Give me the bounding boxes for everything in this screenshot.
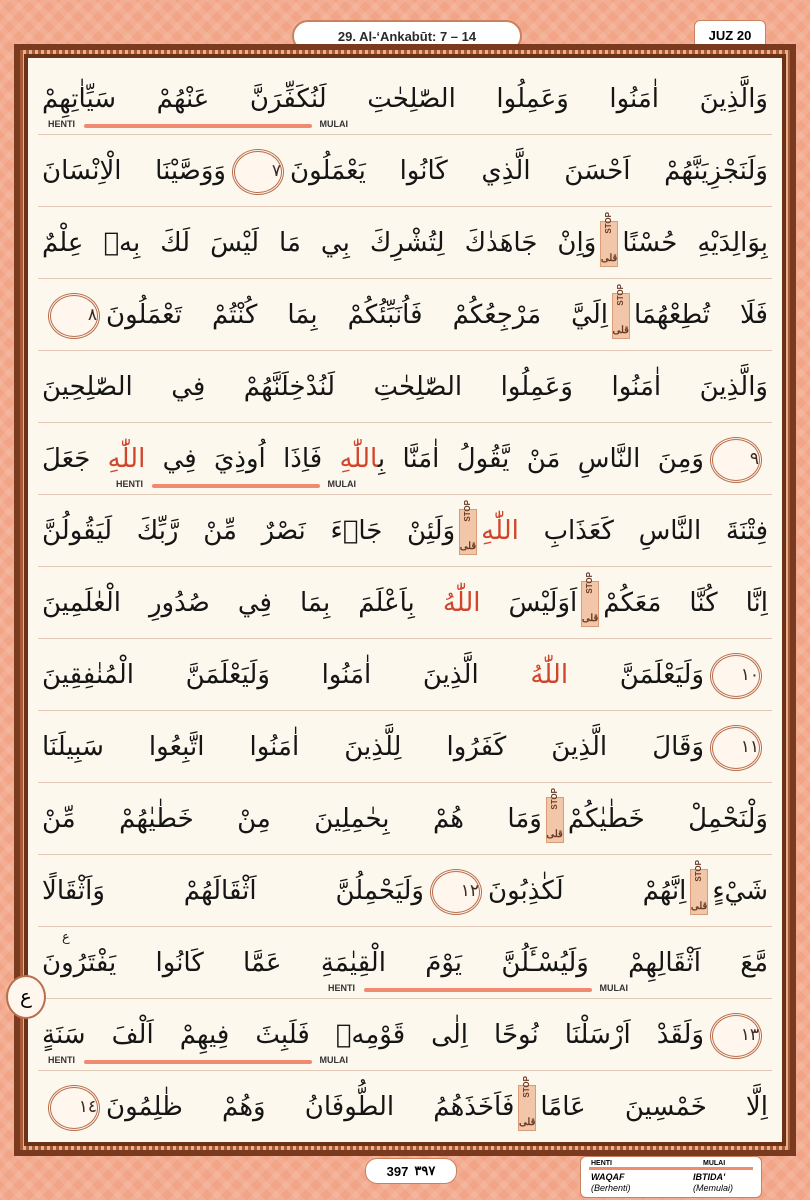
verse-text: وَاِنْ جَاهَدٰكَ لِتُشْرِكَ بِي مَا لَيْسَ لَكَ بِهٖ عِلْمٌ xyxy=(42,228,597,258)
stop-mark-label: STOP xyxy=(694,859,704,882)
stop-mark-symbol: قلى xyxy=(690,900,708,912)
legend-mulai: MULAI xyxy=(703,1160,726,1167)
stop-mark xyxy=(600,211,618,267)
verse-line xyxy=(42,208,768,278)
ayah-number-marker: ١٢ xyxy=(430,869,482,915)
verse-text: وَلَقَدْ اَرْسَلْنَا نُوحًا اِلٰى قَوْمِهٖ فَلَبِثَ فِيهِمْ اَلْفَ سَنَةٍ xyxy=(42,1020,704,1050)
line-separator xyxy=(38,494,772,495)
surah-title: 29. Al-‘Ankabūt: 7 – 14 xyxy=(292,20,522,52)
verse-text: بِوَالِدَيْهِ حُسْنًا xyxy=(622,228,768,258)
divine-name-text: اللّٰهِ xyxy=(339,444,378,474)
verse-text: وَلَيَحْمِلُنَّ اَثْقَالَهُمْ وَاَثْقَالًا xyxy=(42,876,424,906)
verse-line xyxy=(42,1072,768,1142)
stop-mark xyxy=(546,787,564,843)
verse-text: فَاِذَا اُوذِيَ فِي xyxy=(145,444,340,474)
divine-name-text: اللّٰهِ xyxy=(107,444,146,474)
verse-text: وَالَّذِينَ اٰمَنُوا وَعَمِلُوا الصّٰلِحٰتِ لَنُكَفِّرَنَّ عَنْهُمْ سَيِّاٰتِهِمْ xyxy=(42,84,768,114)
verse-text: وَمِنَ النَّاسِ مَنْ يَّقُولُ اٰمَنَّا بِ xyxy=(377,444,704,474)
line-separator xyxy=(38,206,772,207)
mulai-label: MULAI xyxy=(319,1055,348,1065)
verse-text: فَلَا تُطِعْهُمَا xyxy=(633,300,768,330)
verse-text: اِنَّهُمْ لَكٰذِبُونَ xyxy=(487,876,687,906)
henti-mulai-marker xyxy=(328,984,628,998)
mulai-label: MULAI xyxy=(599,983,628,993)
page-number xyxy=(365,1158,457,1184)
verse-text: جَعَلَ xyxy=(42,444,108,474)
verse-line xyxy=(42,280,768,350)
ruku-end-marker: ع xyxy=(62,930,70,945)
stop-mark-symbol: قلى xyxy=(612,324,629,336)
divine-name-text: اللّٰهِ xyxy=(481,516,519,546)
ayah-number-marker: ١٤ xyxy=(48,1085,100,1131)
verse-text: وَوَصَّيْنَا الْاِنْسَانَ xyxy=(42,156,226,186)
ayah-number-marker: ١٠ xyxy=(710,653,762,699)
verse-text: شَيْءٍ xyxy=(712,876,768,906)
stop-mark-label: STOP xyxy=(604,211,614,234)
verse-text: وَمَا هُمْ بِحٰمِلِينَ مِنْ خَطٰيٰهُمْ مِّنْ xyxy=(42,804,542,834)
verse-line xyxy=(42,784,768,854)
verse-text: وَلَيَعْلَمَنَّ xyxy=(568,660,704,690)
verse-text: وَلْنَحْمِلْ خَطٰيٰكُمْ xyxy=(567,804,768,834)
ayah-number-marker: ٩ xyxy=(710,437,762,483)
line-separator xyxy=(38,278,772,279)
verse-line xyxy=(42,352,768,422)
legend-henti: HENTI xyxy=(591,1160,612,1167)
verse-text: الَّذِينَ اٰمَنُوا وَلَيَعْلَمَنَّ الْمُنٰفِقِينَ xyxy=(42,660,531,690)
verse-text: فِتْنَةَ النَّاسِ كَعَذَابِ xyxy=(518,516,768,546)
page-footer xyxy=(0,1156,810,1200)
line-separator xyxy=(38,566,772,567)
verse-text: وَقَالَ الَّذِينَ كَفَرُوا لِلَّذِينَ اٰمَنُوا اتَّبِعُوا سَبِيلَنَا xyxy=(42,732,704,762)
stop-mark xyxy=(518,1075,536,1131)
stop-mark xyxy=(612,283,630,339)
legend-bar xyxy=(589,1167,753,1170)
henti-label: HENTI xyxy=(48,1055,75,1065)
divine-name-text: اللّٰهُ xyxy=(442,588,481,618)
verse-line xyxy=(42,136,768,206)
henti-mulai-bar xyxy=(152,484,320,488)
line-separator xyxy=(38,782,772,783)
verse-text: وَلَئِنْ جَاۤءَ نَصْرٌ مِّنْ رَّبِّكَ لَيَقُولُنَّ xyxy=(42,516,456,546)
quran-page xyxy=(28,58,782,1142)
verse-text: اَوَلَيْسَ xyxy=(480,588,578,618)
stop-mark xyxy=(690,859,708,915)
legend-waqaf-sub: (Berhenti) xyxy=(591,1183,631,1193)
verse-text: وَلَنَجْزِيَنَّهُمْ اَحْسَنَ الَّذِي كَانُوا يَعْمَلُونَ xyxy=(289,156,768,186)
stop-mark-label: STOP xyxy=(585,571,595,594)
line-separator xyxy=(38,422,772,423)
stop-mark-symbol: قلى xyxy=(600,252,618,264)
page-number-arabic: ٣٩٧ xyxy=(414,1163,436,1178)
ayah-number-marker: ١١ xyxy=(710,725,762,771)
verse-text: اِلَيَّ مَرْجِعُكُمْ فَاُنَبِّئُكُمْ بِمَا كُنْتُمْ تَعْمَلُونَ xyxy=(106,300,608,330)
stop-mark xyxy=(459,499,477,555)
verse-text: فَاَخَذَهُمُ الطُّوفَانُ وَهُمْ ظٰلِمُونَ xyxy=(106,1092,515,1122)
verse-lines xyxy=(28,58,782,1142)
verse-line xyxy=(42,496,768,566)
henti-mulai-marker xyxy=(48,1056,348,1070)
henti-mulai-bar xyxy=(84,124,312,128)
line-separator xyxy=(38,134,772,135)
stop-mark-label: STOP xyxy=(522,1075,532,1098)
stop-mark-symbol: قلى xyxy=(546,828,563,840)
stop-mark-symbol: قلى xyxy=(518,1116,536,1128)
ayah-number-marker: ٧ xyxy=(232,149,284,195)
ayah-number-marker: ١٣ xyxy=(710,1013,762,1059)
verse-text: وَالَّذِينَ اٰمَنُوا وَعَمِلُوا الصّٰلِحٰتِ لَنُدْخِلَنَّهُمْ فِي الصّٰلِحِينَ xyxy=(42,372,768,402)
verse-text: اِنَّا كُنَّا مَعَكُمْ xyxy=(603,588,768,618)
verse-line xyxy=(42,856,768,926)
legend-ibtida-sub: (Memulai) xyxy=(693,1183,734,1193)
henti-label: HENTI xyxy=(328,983,355,993)
stop-mark-symbol: قلى xyxy=(581,612,599,624)
stop-mark xyxy=(581,571,599,627)
verse-line xyxy=(42,568,768,638)
page-number-latin: 397 xyxy=(386,1163,409,1179)
ayah-number-marker: ٨ xyxy=(48,293,100,339)
verse-text: مَّعَ اَثْقَالِهِمْ وَلَيُسْـَٔلُنَّ يَوْمَ الْقِيٰمَةِ عَمَّا كَانُوا يَفْتَرُونَ xyxy=(42,948,768,978)
line-separator xyxy=(38,998,772,999)
stop-mark-label: STOP xyxy=(463,499,473,522)
henti-mulai-marker xyxy=(48,120,348,134)
legend-ibtida: IBTIDA' xyxy=(693,1172,726,1182)
line-separator xyxy=(38,854,772,855)
henti-label: HENTI xyxy=(116,479,143,489)
stop-mark-label: STOP xyxy=(615,283,625,306)
henti-label: HENTI xyxy=(48,119,75,129)
verse-line xyxy=(42,640,768,710)
divine-name-text: اللّٰهُ xyxy=(530,660,569,690)
waqaf-legend xyxy=(580,1156,762,1198)
mulai-label: MULAI xyxy=(319,119,348,129)
mulai-label: MULAI xyxy=(327,479,356,489)
legend-waqaf: WAQAF xyxy=(591,1172,625,1182)
line-separator xyxy=(38,350,772,351)
line-separator xyxy=(38,1070,772,1071)
henti-mulai-bar xyxy=(364,988,592,992)
stop-mark-label: STOP xyxy=(549,787,559,810)
verse-line xyxy=(42,712,768,782)
line-separator xyxy=(38,710,772,711)
stop-mark-symbol: قلى xyxy=(459,540,477,552)
line-separator xyxy=(38,638,772,639)
ruku-side-marker: ع xyxy=(6,975,46,1019)
verse-text: بِاَعْلَمَ بِمَا فِي صُدُورِ الْعٰلَمِينَ xyxy=(42,588,443,618)
henti-mulai-bar xyxy=(84,1060,312,1064)
juz-indicator: JUZ 20 xyxy=(694,20,766,50)
verse-text: اِلَّا خَمْسِينَ عَامًا xyxy=(540,1092,768,1122)
line-separator xyxy=(38,926,772,927)
henti-mulai-marker xyxy=(116,480,356,494)
